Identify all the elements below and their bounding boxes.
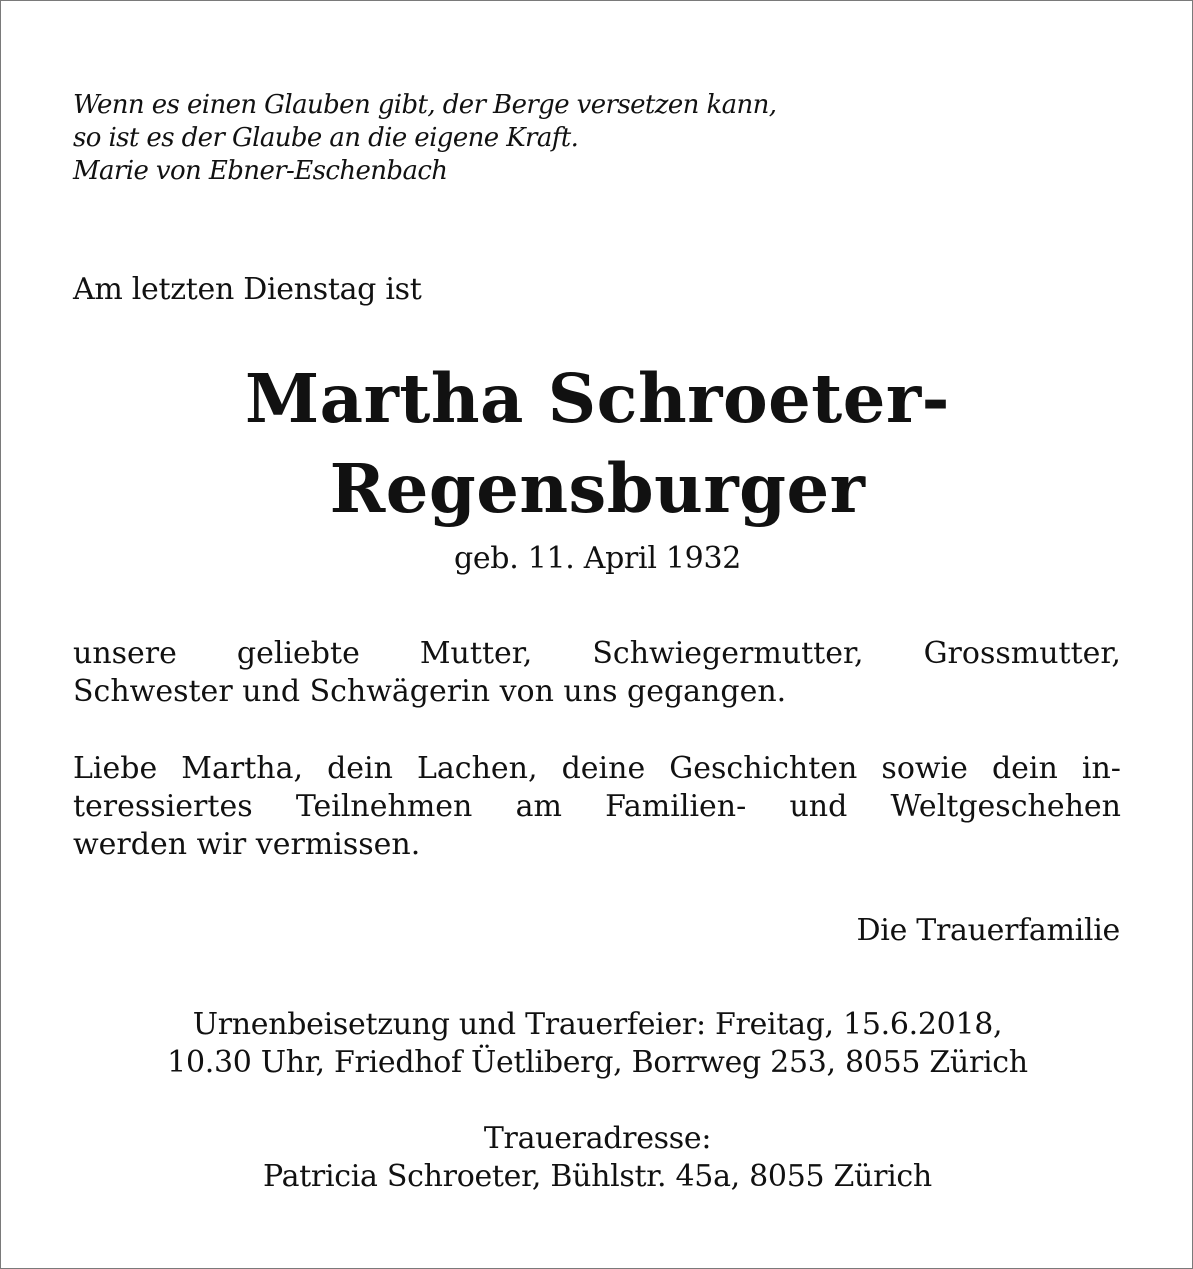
deceased-name-line-2: Regensburger bbox=[329, 449, 866, 528]
quote-line: Wenn es einen Glauben gibt, der Berge versetzen kann, bbox=[73, 90, 777, 120]
justified-line bbox=[73, 635, 1121, 673]
ceremony-info bbox=[1, 1006, 1193, 1082]
word: Mutter, bbox=[419, 636, 533, 671]
word: Schwiegermutter, bbox=[592, 636, 864, 671]
address-label: Traueradresse: bbox=[483, 1121, 712, 1156]
word: sowie bbox=[881, 751, 968, 786]
word: dein bbox=[327, 751, 393, 786]
word: Martha, bbox=[181, 751, 304, 786]
paragraph-family bbox=[73, 635, 1121, 711]
word: Familien- bbox=[605, 789, 747, 824]
quote-line: so ist es der Glaube an die eigene Kraft. bbox=[73, 123, 579, 153]
ceremony-line: Urnenbeisetzung und Trauerfeier: Freitag, 15.6.2018, bbox=[192, 1007, 1003, 1042]
address-value: Patricia Schroeter, Bühlstr. 45a, 8055 Zürich bbox=[263, 1159, 932, 1194]
word: Grossmutter, bbox=[923, 636, 1121, 671]
word: teressiertes bbox=[73, 789, 253, 824]
deceased-name-line-1: Martha Schroeter- bbox=[245, 359, 950, 438]
word: Weltgeschehen bbox=[890, 789, 1121, 824]
signature: Die Trauerfamilie bbox=[856, 913, 1120, 948]
word: Lachen, bbox=[417, 751, 538, 786]
word: dein bbox=[991, 751, 1058, 786]
justified-line bbox=[73, 750, 1121, 788]
word: in- bbox=[1081, 751, 1121, 786]
quote-author: Marie von Ebner-Eschenbach bbox=[73, 156, 448, 186]
paragraph-line: Schwester und Schwägerin von uns gegangen. bbox=[73, 674, 787, 709]
mourning-address bbox=[1, 1120, 1193, 1196]
ceremony-line: 10.30 Uhr, Friedhof Üetliberg, Borrweg 253, 8055 Zürich bbox=[167, 1045, 1028, 1080]
intro-text: Am letzten Dienstag ist bbox=[73, 272, 422, 307]
word: am bbox=[515, 789, 562, 824]
paragraph-remembrance bbox=[73, 750, 1121, 864]
birth-date: geb. 11. April 1932 bbox=[453, 541, 742, 576]
word: und bbox=[789, 789, 848, 824]
word: geliebte bbox=[236, 636, 360, 671]
word: Geschichten bbox=[669, 751, 858, 786]
word: Liebe bbox=[73, 751, 158, 786]
epigraph-quote bbox=[73, 89, 973, 188]
word: unsere bbox=[73, 636, 177, 671]
word: Teilnehmen bbox=[295, 789, 473, 824]
justified-line bbox=[73, 788, 1121, 826]
word: deine bbox=[561, 751, 646, 786]
paragraph-line: werden wir vermissen. bbox=[73, 827, 421, 862]
